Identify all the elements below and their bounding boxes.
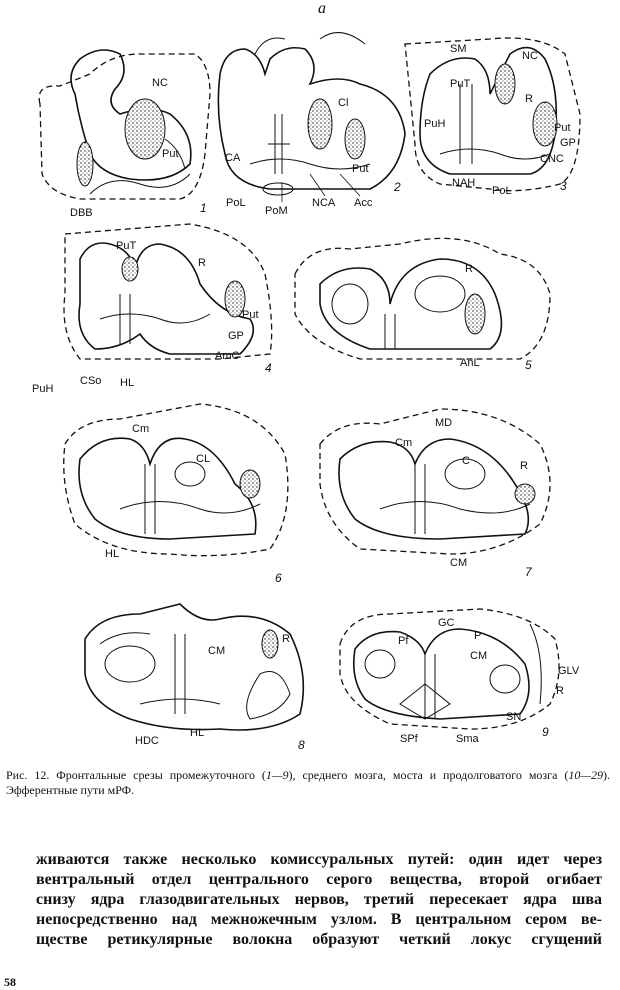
label-4-put-t: PuT [116,240,137,252]
label-2-put: Put [352,163,369,175]
label-3-nc: NC [522,50,538,62]
label-3-r: R [525,93,533,105]
label-4-puh: PuH [32,383,54,395]
label-8-hdc: HDC [135,735,159,747]
section-2 [218,33,405,217]
body-line: ществе ретикулярные волокна образуют четкий локус сгущений [36,931,602,948]
label-1-put: Put [162,148,179,160]
figure-panel-letter: а [318,0,326,17]
section-6 [64,404,288,585]
label-4-cso: CSo [80,375,102,387]
page-number: 58 [4,975,16,989]
label-3-cnc: CNC [540,153,564,165]
label-5-r: R [465,263,473,275]
label-3-sm: SM [450,43,467,55]
label-3-put: Put [554,122,571,134]
label-7-r: R [520,460,528,472]
label-1-dbb: DBB [70,207,93,219]
brain-sections-figure [20,14,610,764]
section-number-7: 7 [525,565,532,579]
label-7-cm: Cm [395,437,413,449]
section-number-3: 3 [560,179,567,193]
section-number-1: 1 [200,201,207,215]
label-3-pol: PoL [492,185,512,197]
label-2-pom: PoM [265,205,288,217]
figure-caption [6,768,610,798]
label-9-pf: Pf [398,635,409,647]
body-line: живаются также несколько комиссуральных путей: один идет через [36,851,602,868]
label-9-sma: Sma [456,733,479,745]
label-7-md: MD [435,417,453,429]
label-9-glv: GLV [558,665,580,677]
label-4-hl: HL [120,377,135,389]
caption-prefix: Рис. 12. Фронтальные срезы промежуточного ( [6,768,266,782]
label-9-cm: CM [470,650,488,662]
section-4 [32,224,272,395]
label-9-gc: GC [438,617,455,629]
label-3-gp: GP [560,137,576,149]
label-6-hl: HL [105,548,120,560]
label-2-ca: CA [225,152,241,164]
label-2-pol: PoL [226,197,246,209]
section-1 [39,50,210,219]
section-number-5: 5 [525,358,532,372]
section-5 [295,238,550,372]
label-5-anl: AnL [460,357,480,369]
caption-suffix: ). Эфферентные пути мРФ. [6,768,610,797]
section-3 [405,38,580,197]
body-line: вентральный отдел центрального серого вещества, второй огибает [36,871,602,888]
section-number-4: 4 [265,361,272,375]
label-7-c: C [462,455,470,467]
caption-range-sections: 1—9 [265,768,289,782]
label-6-cl: CL [196,453,211,465]
label-3-puh: PuH [424,118,446,130]
label-9-sn: SN [506,711,522,723]
label-4-amc: AmC [215,350,240,362]
label-8-cm: CM [208,645,226,657]
label-2-nca: NCA [312,197,336,209]
caption-middle: ), среднего мозга, моста и продолговатого мозга ( [288,768,569,782]
label-4-gp: GP [228,330,244,342]
label-9-spf: SPf [400,733,418,745]
label-6-cm: Cm [132,423,150,435]
body-line: снизу ядра глазодвигательных нервов, третий пересекает ядра шва [36,891,602,908]
label-1-nc: NC [152,77,168,89]
label-7-cm-upper: CM [450,557,468,569]
label-8-r: R [282,633,290,645]
body-paragraph [36,850,602,950]
label-8-hl: HL [190,727,205,739]
label-9-p: P [474,630,482,642]
section-9 [340,609,580,745]
section-number-9: 9 [542,725,549,739]
label-4-r: R [198,257,206,269]
label-2-acc: Acc [354,197,373,209]
label-3-nah: NAH [452,177,476,189]
section-8 [85,604,305,752]
label-2-cl: Cl [338,97,349,109]
section-number-6: 6 [275,571,282,585]
body-line: непосредственно над межножечным узлом. В центральном сером ве- [36,911,602,928]
label-3-put-t: PuT [450,78,471,90]
label-9-r: R [556,685,564,697]
section-number-8: 8 [298,738,305,752]
section-7 [320,409,550,579]
caption-range-efferent: 10—29 [568,768,603,782]
section-number-2: 2 [394,180,401,194]
label-4-put: Put [242,309,259,321]
